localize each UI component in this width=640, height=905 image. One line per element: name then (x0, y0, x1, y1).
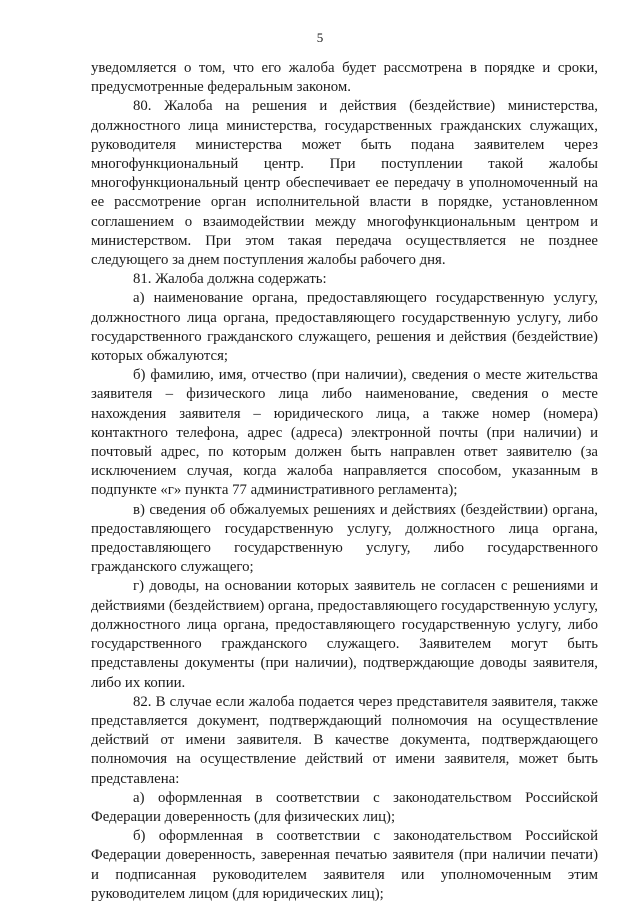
paragraph-81-g: г) доводы, на основании которых заявитель не согласен с решениями и действиями (бездействием) органа, предоставляющего государственную услугу, должностного лица органа, предоставляющего государственную услугу, либо государственного гражданского служащего. Заявителем могут быть представлены документы (при наличии), подтверждающие доводы заявителя, либо их копии. (91, 578, 598, 691)
paragraph-81-a: а) наименование органа, предоставляющего государственную услугу, должностного лица органа, предоставляющего государственную услугу, либо государственного гражданского служащего, решения и действия (бездействие) которых обжалуются; (91, 290, 598, 365)
page-number: 5 (316, 30, 324, 45)
document-body (91, 59, 598, 904)
paragraph-81-b: б) фамилию, имя, отчество (при наличии), сведения о месте жительства заявителя – физического лица либо наименование, сведения о месте нахождения заявителя – юридического лица, а также номер (номера) контактного телефона, адрес (адреса) электронной почты (при наличии) и почтовый адрес, по которым должен быть направлен ответ заявителю (за исключением случая, когда жалоба направляется способом, указанным в подпункте «г» пункта 77 административного регламента); (91, 367, 598, 499)
paragraph-81-v: в) сведения об обжалуемых решениях и действиях (бездействии) органа, предоставляющего государственную услугу, должностного лица органа, предоставляющего государственную услугу, либо государственного гражданского служащего; (91, 501, 598, 576)
paragraph-continuation: уведомляется о том, что его жалоба будет рассмотрена в порядке и сроки, предусмотренные федеральным законом. (91, 60, 598, 96)
paragraph-82-b: б) оформленная в соответствии с законодательством Российской Федерации доверенность, заверенная печатью заявителя (при наличии печати) и подписанная руководителем заявителя или уполномоченным этим руководителем лицом (для юридических лиц); (91, 828, 598, 902)
paragraph-82-a: а) оформленная в соответствии с законодательством Российской Федерации доверенность (для физических лиц); (91, 789, 598, 825)
paragraph-81: 81. Жалоба должна содержать: (133, 271, 327, 288)
paragraph-80: 80. Жалоба на решения и действия (бездействие) министерства, должностного лица министерства, государственных гражданских служащих, руководителя министерства может быть подана заявителем через многофункциональный центр. При поступлении такой жалобы многофункциональный центр обеспечивает ее передачу в уполномоченный на ее рассмотрение орган исполнительной власти в порядке, установленном соглашением о взаимодействии между многофункциональным центром и министерством. При этом такая передача осуществляется не позднее следующего за днем поступления жалобы рабочего дня. (91, 98, 598, 269)
paragraph-82: 82. В случае если жалоба подается через представителя заявителя, также представляется документ, подтверждающий полномочия на осуществление действий от имени заявителя. В качестве документа, подтверждающего полномочия на осуществление действий от имени заявителя, может быть представлена: (91, 693, 598, 787)
